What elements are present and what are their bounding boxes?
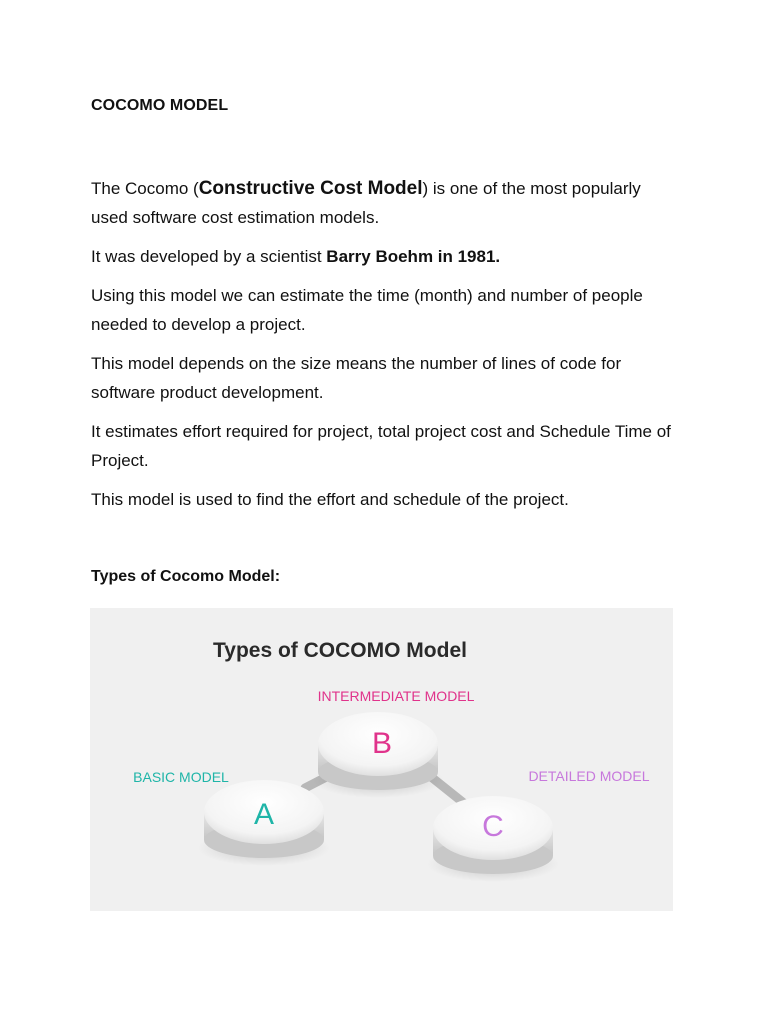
developer-paragraph — [91, 242, 681, 271]
paragraph-schedule: This model is used to find the effort and schedule of the project. — [91, 490, 569, 509]
figure-svg — [90, 608, 673, 911]
model-letter-c: C — [482, 810, 504, 843]
model-pad-a — [198, 780, 330, 866]
intro-emphasis: Constructive Cost Model — [198, 178, 423, 199]
model-label-basic: BASIC MODEL — [133, 769, 229, 785]
model-label-detailed: DETAILED MODEL — [528, 768, 650, 784]
model-pad-c — [427, 796, 559, 882]
paragraph-estimate: Using this model we can estimate the time (month) and number of people needed to develop a project. — [91, 286, 643, 334]
cocomo-types-figure — [90, 608, 673, 911]
document-body — [91, 174, 681, 524]
intro-paragraph — [91, 174, 681, 232]
developer-emphasis: Barry Boehm in 1981. — [326, 247, 501, 266]
intro-text-before: The Cocomo ( — [91, 179, 199, 198]
paragraph-size: This model depends on the size means the number of lines of code for software product development. — [91, 354, 622, 402]
document-heading: COCOMO MODEL — [91, 97, 229, 114]
model-label-intermediate: INTERMEDIATE MODEL — [317, 688, 475, 704]
model-letter-b: B — [371, 727, 393, 760]
developer-text: It was developed by a scientist — [91, 247, 327, 266]
model-pad-b — [312, 712, 444, 798]
types-subheading: Types of Cocomo Model: — [91, 568, 281, 585]
intro-text-after: ) is one of the most popularly used software cost estimation models. — [91, 179, 641, 227]
model-letter-a: A — [253, 798, 275, 831]
paragraph-effort: It estimates effort required for project, total project cost and Schedule Time of Project. — [91, 422, 671, 470]
figure-title: Types of COCOMO Model — [213, 639, 467, 662]
